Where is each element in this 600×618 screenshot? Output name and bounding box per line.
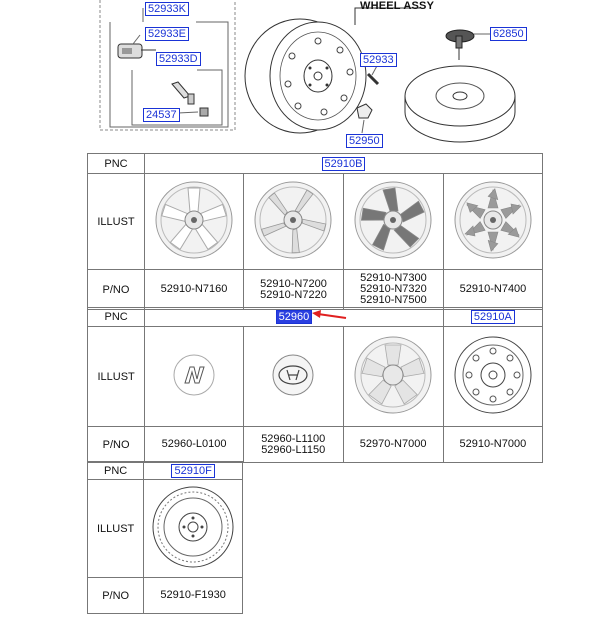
pnc-label: PNC bbox=[88, 462, 144, 480]
callout-52950[interactable]: 52950 bbox=[346, 134, 383, 148]
part-number[interactable]: 52960-L1150 bbox=[261, 443, 326, 456]
hubcap-emblem-icon bbox=[164, 345, 224, 405]
part-number-cell bbox=[244, 270, 344, 310]
alloy-wheel-icon bbox=[353, 180, 433, 260]
illust-cell bbox=[144, 480, 243, 578]
wheel-assy-title: WHEEL ASSY bbox=[360, 0, 435, 12]
spare-carrier-icon bbox=[446, 30, 490, 60]
wheel-cover-icon bbox=[353, 335, 433, 415]
pointer-arrow-icon bbox=[310, 310, 350, 326]
callout-52933E[interactable]: 52933E bbox=[145, 27, 189, 41]
pno-label: P/NO bbox=[88, 427, 145, 463]
callout-24537[interactable]: 24537 bbox=[143, 108, 180, 122]
alloy-wheel-icon bbox=[453, 180, 533, 260]
parts-table-52910F bbox=[87, 461, 243, 614]
parts-table-52910B bbox=[87, 153, 543, 310]
diagram-lines bbox=[0, 0, 600, 150]
part-number[interactable]: 52910-N7220 bbox=[260, 288, 327, 301]
illust-label: ILLUST bbox=[88, 327, 145, 427]
illust-label: ILLUST bbox=[88, 480, 144, 578]
illust-cell bbox=[145, 327, 244, 427]
steel-wheel-icon bbox=[245, 19, 366, 133]
illust-cell bbox=[443, 327, 542, 427]
part-number-cell bbox=[144, 270, 243, 310]
illust-cell bbox=[244, 174, 344, 270]
part-number[interactable]: 52910-N7200 bbox=[260, 277, 327, 290]
exploded-diagram bbox=[0, 0, 600, 150]
part-number-cell bbox=[443, 427, 542, 463]
part-number[interactable]: 52910-N7000 bbox=[459, 438, 527, 450]
illust-cell bbox=[443, 174, 542, 270]
pnc-label: PNC bbox=[88, 308, 145, 327]
pnc-52910A[interactable]: 52910A bbox=[471, 310, 515, 324]
callout-52933K[interactable]: 52933K bbox=[145, 2, 189, 16]
callout-52933[interactable]: 52933 bbox=[360, 53, 397, 67]
alloy-wheel-icon bbox=[154, 180, 234, 260]
pno-label: P/NO bbox=[88, 270, 145, 310]
pnc-52960[interactable]: 52960 bbox=[276, 310, 313, 324]
pnc-label: PNC bbox=[88, 154, 145, 174]
part-number[interactable]: 52910-F1930 bbox=[160, 589, 226, 601]
part-number-cell bbox=[144, 578, 243, 614]
part-number[interactable]: 52970-N7000 bbox=[359, 438, 427, 450]
spare-tire-icon bbox=[405, 66, 515, 142]
pno-label: P/NO bbox=[88, 578, 144, 614]
part-number[interactable]: 52910-N7160 bbox=[160, 283, 228, 295]
part-number[interactable]: 52960-L1100 bbox=[261, 432, 326, 445]
illust-label: ILLUST bbox=[88, 174, 145, 270]
part-number-cell bbox=[443, 270, 542, 310]
pnc-52910F[interactable]: 52910F bbox=[171, 464, 214, 478]
part-number[interactable]: 52910-N7400 bbox=[459, 283, 527, 295]
part-number-cell bbox=[243, 427, 343, 463]
parts-table-52960 bbox=[87, 307, 543, 463]
tpms-sensor-icon bbox=[118, 44, 156, 58]
illust-cell bbox=[343, 174, 443, 270]
part-number[interactable]: 52960-L0100 bbox=[161, 438, 227, 450]
pnc-cell bbox=[144, 154, 542, 174]
pnc-cell bbox=[443, 308, 542, 327]
pnc-52910B[interactable]: 52910B bbox=[322, 157, 366, 171]
part-number[interactable]: 52910-N7500 bbox=[360, 294, 427, 306]
part-number[interactable]: 52910-N7300 bbox=[360, 272, 427, 284]
lug-nut-icon bbox=[357, 104, 372, 118]
part-number-cell bbox=[343, 427, 443, 463]
callout-62850[interactable]: 62850 bbox=[490, 27, 527, 41]
pnc-cell bbox=[144, 462, 243, 480]
pnc-cell bbox=[145, 308, 443, 327]
part-number[interactable]: 52910-N7320 bbox=[360, 283, 427, 295]
hubcap-emblem-icon bbox=[263, 345, 323, 405]
steel-wheel-icon bbox=[453, 335, 533, 415]
illust-cell bbox=[343, 327, 443, 427]
part-number-cell bbox=[343, 270, 443, 310]
callout-52933D[interactable]: 52933D bbox=[156, 52, 201, 66]
illust-cell bbox=[243, 327, 343, 427]
alloy-wheel-icon bbox=[253, 180, 333, 260]
illust-cell bbox=[144, 174, 243, 270]
part-number-cell bbox=[145, 427, 244, 463]
steel-wheel-icon bbox=[151, 485, 235, 569]
